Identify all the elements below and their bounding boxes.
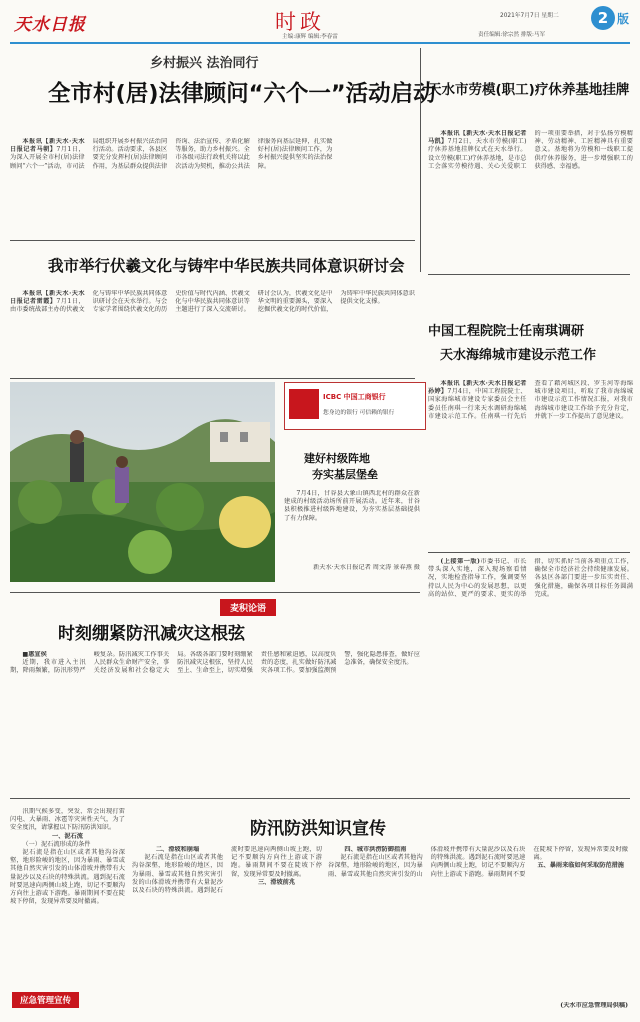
icbc-logo-mark: [289, 389, 319, 419]
article-headline-line1: 中国工程院院士任南琪调研: [428, 324, 585, 339]
editorial-headline: 时刻绷紧防汛减灾这根弦: [58, 624, 245, 644]
article-body-text: 7月2日，天水市劳模(职工)疗休养基地挂牌仪式在天水举行。设立劳模(职工)疗休养基地，是市总工会落实劳模待遇、关心关爱职工的一项重要举措，对于弘扬劳模精神、劳动精神、工匠精神具有重要意义。基地将为劳模和一线职工提供疗休养服务，进一步增强职工的获得感、幸福感。: [428, 130, 633, 170]
article-headline: 全市村(居)法律顾问“六个一”活动启动: [48, 81, 436, 107]
article-body: [428, 130, 633, 270]
masthead: [0, 0, 640, 42]
newspaper-logo: 天水日报: [14, 15, 86, 35]
knowledge-col-2: [132, 846, 322, 1011]
article-fuxi-seminar: [10, 246, 415, 374]
editorial-body: [10, 651, 420, 787]
article-academician-visit: [428, 280, 633, 550]
article-kicker: 乡村振兴 法治同行: [150, 56, 259, 71]
article-byline: 本报讯【新天水·天水日报记者马朝】: [10, 138, 85, 154]
article-kicker: (上接第一版): [440, 558, 480, 565]
caption-title-line1: 建好村级阵地: [304, 452, 370, 465]
page-number: 2: [597, 9, 609, 27]
knowledge-footer-tag: 应急管理宣传: [12, 992, 79, 1008]
knowledge-body-1: 泥石流是指在山区或者其他沟谷深壑，地形险峻的地区，因为暴雨、暴雪或其他自然灾害引发的山体滑坡并携带有大量泥沙以及石块的特殊洪流。遇到泥石流时要迅速向两侧山坡上跑，切记不要顺沟方向往上游或下游跑。暴雨期间不要在陡坡下停留，发现异常要及时撤离。: [10, 849, 125, 906]
knowledge-section-1-item: （一）泥石流形成的条件: [22, 840, 91, 848]
knowledge-headline: 防汛防洪知识宣传: [250, 819, 386, 839]
article-body: [428, 380, 633, 548]
knowledge-section-2: 二、滑坡和崩塌: [155, 846, 200, 853]
knowledge-body-3: 泥石流是指在山区或者其他沟谷深壑，地形险峻的地区，因为暴雨、暴雪或其他自然灾害引发的山体滑坡并携带有大量泥沙以及石块的特殊洪流。遇到泥石流时要迅速向两侧山坡上跑，切记不要顺沟方向往上游或下游跑。暴雨期间不要在陡坡下停留，发现异常要及时撤离。: [328, 846, 628, 878]
article-body-text: 7月1日，由市委统战部主办的伏羲文化与铸牢中华民族共同体意识研讨会在天水举行。与会专家学者围绕伏羲文化的历史价值与时代内涵、伏羲文化与中华民族共同体意识等主题进行了深入交流研讨。研讨会认为，伏羲文化是中华文明的重要源头，要深入挖掘伏羲文化的时代价值，为铸牢中华民族共同体意识提供文化支撑。: [10, 290, 415, 314]
knowledge-section-5: 五、暴雨来临如何采取防范措施: [537, 862, 624, 870]
divider: [10, 240, 415, 241]
page-label: 版: [617, 12, 630, 26]
masthead-rule: [10, 42, 630, 44]
divider: [10, 798, 630, 799]
knowledge-section-1: 一、泥石流: [52, 832, 83, 840]
knowledge-section-4: 四、城市洪涝防御指南: [344, 846, 407, 853]
article-legal-advisor: [10, 48, 436, 238]
issue-date: 2021年7月7日 星期二: [500, 13, 559, 19]
news-photo: [10, 382, 275, 582]
knowledge-footer-credit: (天水市应急管理局供稿): [560, 1002, 628, 1009]
ad-slogan: 您身边的银行 可信赖的银行: [323, 410, 395, 416]
divider: [428, 552, 630, 553]
article-body-text: 7月1日，为深入开展全市村(居)法律顾问“六个一”活动，市司法局组织开展乡村振兴法治同行活动。活动要求，各县区要充分发挥村(居)法律顾问作用，为基层群众提供法律咨询、法治宣传、矛盾化解等服务，助力乡村振兴。全市各级司法行政机关将以此次活动为契机，推动公共法律服务向基层延伸，扎实做好村(居)法律顾问工作，为乡村振兴提供坚实的法治保障。: [10, 138, 333, 170]
article-byline: 本报讯【新天水·天水日报记者马凯】: [428, 130, 527, 146]
article-body-text: 7月4日，中国工程院院士、国家海绵城市建设专家委员会主任委员任南琪一行来天水调研海绵城市建设示范工作。任南琪一行先后查看了藉河城区段、罗玉河等海绵城市建设项目，听取了我市海绵城市建设示范工作情况汇报，对我市海绵城市建设工作给予充分肯定，并就下一步工作提出了意见建议。: [428, 380, 633, 420]
knowledge-body-2: 泥石流是指在山区或者其他沟谷深壑，地形险峻的地区，因为暴雨、暴雪或其他自然灾害引发的山体滑坡并携带有大量泥沙以及石块的特殊洪流。遇到泥石流时要迅速向两侧山坡上跑，切记不要顺沟方向往上游或下游跑。暴雨期间不要在陡坡下停留，发现异常要及时撤离。: [132, 846, 322, 895]
article-byline: 本报讯【新天水·天水日报记者孙婷】: [428, 380, 527, 396]
page-number-badge: [591, 6, 615, 30]
article-labor-base: [428, 48, 633, 272]
article-continued: [428, 558, 633, 794]
editorial-box: [10, 592, 420, 793]
caption-title-line2: 夯实基层堡垒: [312, 468, 378, 481]
divider: [10, 378, 415, 379]
staff-line: 责任编辑:徐宗然 排版:马军: [478, 32, 546, 38]
icbc-ad: [284, 382, 426, 430]
caption-body-text: 7月4日，甘谷县大象山镇西北村的群众在新建成的村级活动场所前开展活动。近年来，甘谷县积极推进村级阵地建设，为夯实基层基础提供了有力保障。: [284, 490, 420, 522]
editor-line: 主编:康辉 编辑:李春雷: [282, 34, 338, 40]
village-nursery-photo: [10, 382, 275, 582]
article-body: [10, 138, 415, 233]
section-title: 时政: [275, 10, 325, 34]
article-body: [10, 290, 415, 372]
article-headline-line2: 天水海绵城市建设示范工作: [440, 348, 597, 363]
knowledge-col-1: [10, 808, 125, 988]
editorial-body-text: 近期，我市进入主汛期，降雨频繁，防汛形势严峻复杂。防汛减灾工作事关人民群众生命财产安全，事关经济发展和社会稳定大局。各级各部门要时刻绷紧防汛减灾这根弦，坚持人民至上、生命至上，切实增强责任感和紧迫感，以高度负责的态度，扎实做好防汛减灾各项工作。要加强监测预警，强化隐患排查，做好应急准备，确保安全度汛。: [10, 651, 420, 675]
flood-knowledge-section: [10, 802, 630, 1017]
divider: [420, 48, 421, 272]
article-headline: 我市举行伏羲文化与铸牢中华民族共同体意识研讨会: [48, 257, 405, 275]
article-headline: 天水市劳模(职工)疗休养基地挂牌: [428, 82, 630, 98]
editorial-author: ■惠宣侯: [22, 651, 47, 658]
caption-credit: 新天水·天水日报记者 周文涛 景春燕 摄: [313, 564, 420, 571]
knowledge-section-3: 三、滑坡前兆: [257, 878, 296, 886]
knowledge-col-3: [328, 846, 628, 1011]
ad-brand: ICBC 中国工商银行: [323, 393, 386, 401]
article-body-text: 市委书记、市长带头深入实地，深入现场察看情况，实地检查指导工作，强调要坚持以人民为中心的发展思想，以更高的站位、更严的要求、更实的举措，切实抓好当前各项重点工作，确保全市经济社会持续健康发展。各县区各部门要进一步压实责任、强化措施，确保各项目标任务圆满完成。: [428, 558, 633, 598]
editorial-tag: 麦积论语: [220, 599, 276, 616]
knowledge-intro: 汛期气候多变，突发、常会出现打雷闪电、大暴雨、冰雹等灾害性天气，为了安全度汛，请掌握以下防汛防洪知识。: [10, 808, 125, 832]
divider: [428, 274, 630, 275]
photo-caption: [284, 436, 424, 586]
caption-body: [284, 490, 420, 562]
article-byline: 本报讯【新天水·天水日报记者雷霞】: [10, 290, 85, 306]
